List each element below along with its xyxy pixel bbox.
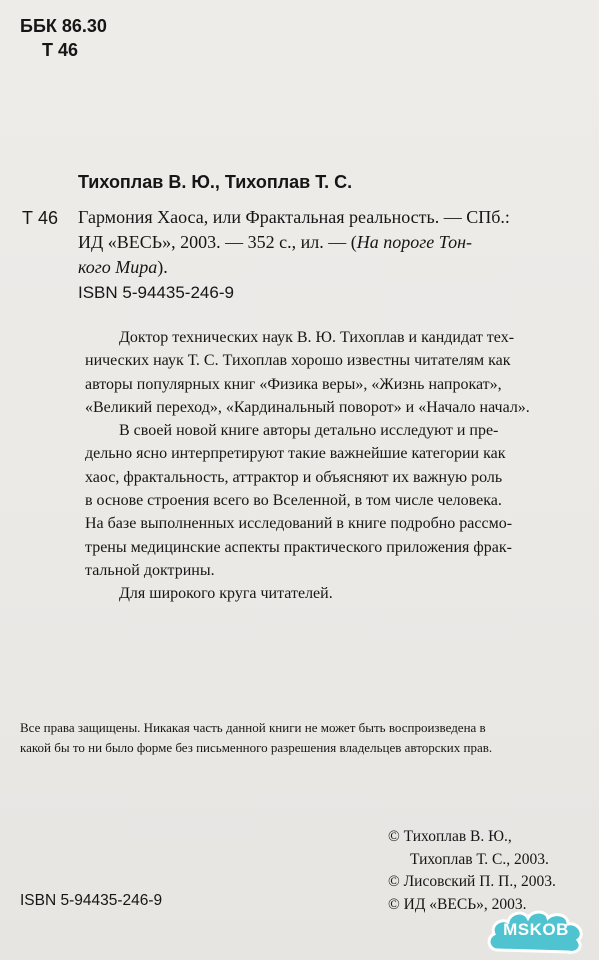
copyright-line: © Тихоплав В. Ю., [388,828,512,845]
rights-notice [20,718,585,758]
copyright-line: © Лисовский П. П., 2003. [388,873,556,890]
entry-publisher-line [78,230,583,255]
annotation-line: Для широкого круга читателей. [119,585,333,603]
entry-series-part2: кого Мира [78,257,158,277]
entry-series-line [78,255,583,280]
catalog-authors: Тихоплав В. Ю., Тихоплав Т. С. [78,172,353,192]
bbk-code: ББК 86.30 [20,16,107,36]
rights-line: Все права защищены. Никакая часть данной книги не может быть воспроизведена в [20,720,486,735]
annotation [85,326,580,606]
annotation-line: На базе выполненных исследований в книге подробно рассмо- [85,515,513,533]
entry-series-part1: На пороге Тон- [356,232,473,252]
rights-line: какой бы то ни было форме без письменного разрешения владельцев авторских прав. [20,740,493,755]
annotation-line: Доктор технических наук В. Ю. Тихоплав и кандидат тех- [119,329,515,346]
isbn-bottom: ISBN 5-94435-246-9 [20,892,163,909]
copyright-line: © ИД «ВЕСЬ», 2003. [388,895,527,913]
watermark-logo [486,906,586,956]
author-mark: Т 46 [42,40,79,60]
annotation-line: «Великий переход», «Кардинальный поворот» и «Начало начал». [85,398,530,416]
entry-isbn: ISBN 5-94435-246-9 [78,283,234,302]
copyright-block [388,826,556,916]
bbk-classification [20,14,107,62]
annotation-line: хаос, фрактальность, аттрактор и объясняют их важную роль [85,468,503,486]
annotation-line: дельно ясно интерпретируют такие важнейшие категории как [85,445,506,463]
entry-publisher-text: ИД «ВЕСЬ», 2003. — 352 с., ил. — ( [78,232,357,252]
catalog-code: Т 46 [22,208,59,228]
entry-series-close: ). [157,257,168,277]
catalog-entry [78,205,583,305]
annotation-line: тальной доктрины. [85,561,215,579]
annotation-line: трены медицинские аспекты практического приложения фрак- [85,538,512,556]
copyright-line: Тихоплав Т. С., 2003. [410,850,549,868]
annotation-line: нических наук Т. С. Тихоплав хорошо известны читателям как [85,352,511,370]
annotation-line: в основе строения всего во Вселенной, в том числе человека. [85,492,502,510]
annotation-line: В своей новой книге авторы детально исследуют и пре- [119,422,499,440]
annotation-line: авторы популярных книг «Физика веры», «Жизнь напрокат», [85,375,502,393]
entry-title-line: Гармония Хаоса, или Фрактальная реальность. — СПб.: [78,207,510,227]
watermark-text: MSKOB [503,920,569,939]
